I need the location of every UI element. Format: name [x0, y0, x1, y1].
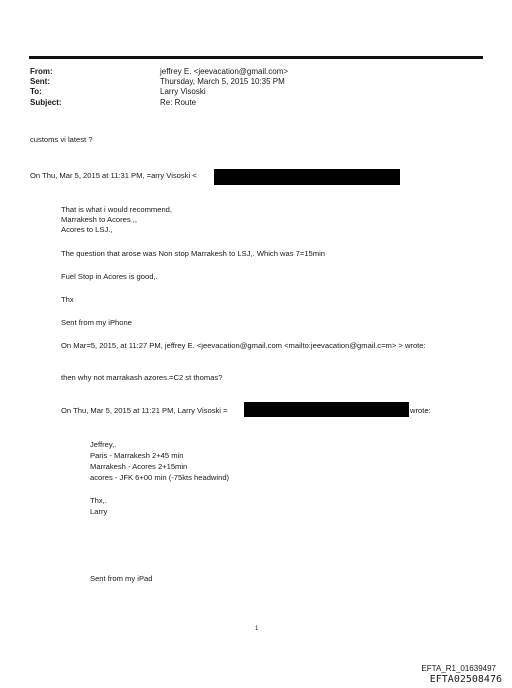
- quote1-sent: Sent from my iPhone: [61, 318, 132, 327]
- redaction-bar: [244, 402, 409, 417]
- footer-id-large: EFTA02508476: [429, 674, 502, 685]
- quote1-fuel: Fuel Stop in Acores is good,.: [61, 272, 158, 281]
- quote1-line: That is what i would recommend,: [61, 205, 172, 214]
- quote3-line: acores - JFK 6+00 min (-75kts headwind): [90, 473, 230, 482]
- sent-value: Thursday, March 5, 2015 10:35 PM: [160, 77, 285, 87]
- reply-text: customs vi latest ?: [30, 135, 93, 144]
- footer-id-small: EFTA_R1_01639497: [421, 664, 496, 673]
- from-value: jeffrey E. <jeevacation@gmail.com>: [160, 67, 289, 76]
- quote3-header-left: On Thu, Mar 5, 2015 at 11:21 PM, Larry Visoski =: [61, 406, 228, 415]
- quote1-question: The question that arose was Non stop Marrakesh to LSJ,. Which was 7=15min: [61, 249, 326, 258]
- subject-label: Subject:: [30, 97, 62, 107]
- redaction-bar: [214, 169, 400, 185]
- quote1-header: On Thu, Mar 5, 2015 at 11:31 PM, =arry Visoski <: [30, 171, 197, 180]
- sent-row: [30, 77, 288, 87]
- quote1-line: Acores to LSJ.,: [61, 225, 113, 234]
- quote3-sign: Thx,.: [90, 496, 107, 505]
- page-number: 1: [255, 626, 259, 632]
- quote2-header: On Mar=5, 2015, at 11:27 PM, jeffrey E. <jeevacation@gmail.com <mailto:jeevacation@gmail.c=m> > wrote:: [61, 341, 426, 350]
- quote3-line: Marrakesh - Acores 2+15min: [90, 462, 188, 471]
- quote3-line: Paris - Marrakesh 2+45 min: [90, 451, 184, 460]
- from-row: [30, 67, 288, 77]
- quote2-text: then why not marrakash azores.=C2 st thomas?: [61, 373, 223, 382]
- header-divider: [29, 56, 483, 59]
- quote1-line: Marrakesh to Acores ,,: [61, 215, 137, 224]
- quote3-line: Jeffrey,.: [90, 440, 117, 449]
- quote3-sent: Sent from my iPad: [90, 574, 153, 583]
- from-label: From:: [30, 67, 53, 76]
- quote3-sign: Larry: [90, 507, 108, 516]
- to-value: Larry Visoski: [160, 87, 206, 97]
- sent-label: Sent:: [30, 77, 50, 87]
- subject-value: Re: Route: [160, 97, 197, 107]
- email-header: [30, 67, 288, 108]
- to-row: [30, 87, 288, 97]
- quote1-thx: Thx: [61, 295, 74, 304]
- to-label: To:: [30, 87, 42, 97]
- quote3-header-right: wrote:: [410, 406, 431, 415]
- subject-row: [30, 98, 288, 108]
